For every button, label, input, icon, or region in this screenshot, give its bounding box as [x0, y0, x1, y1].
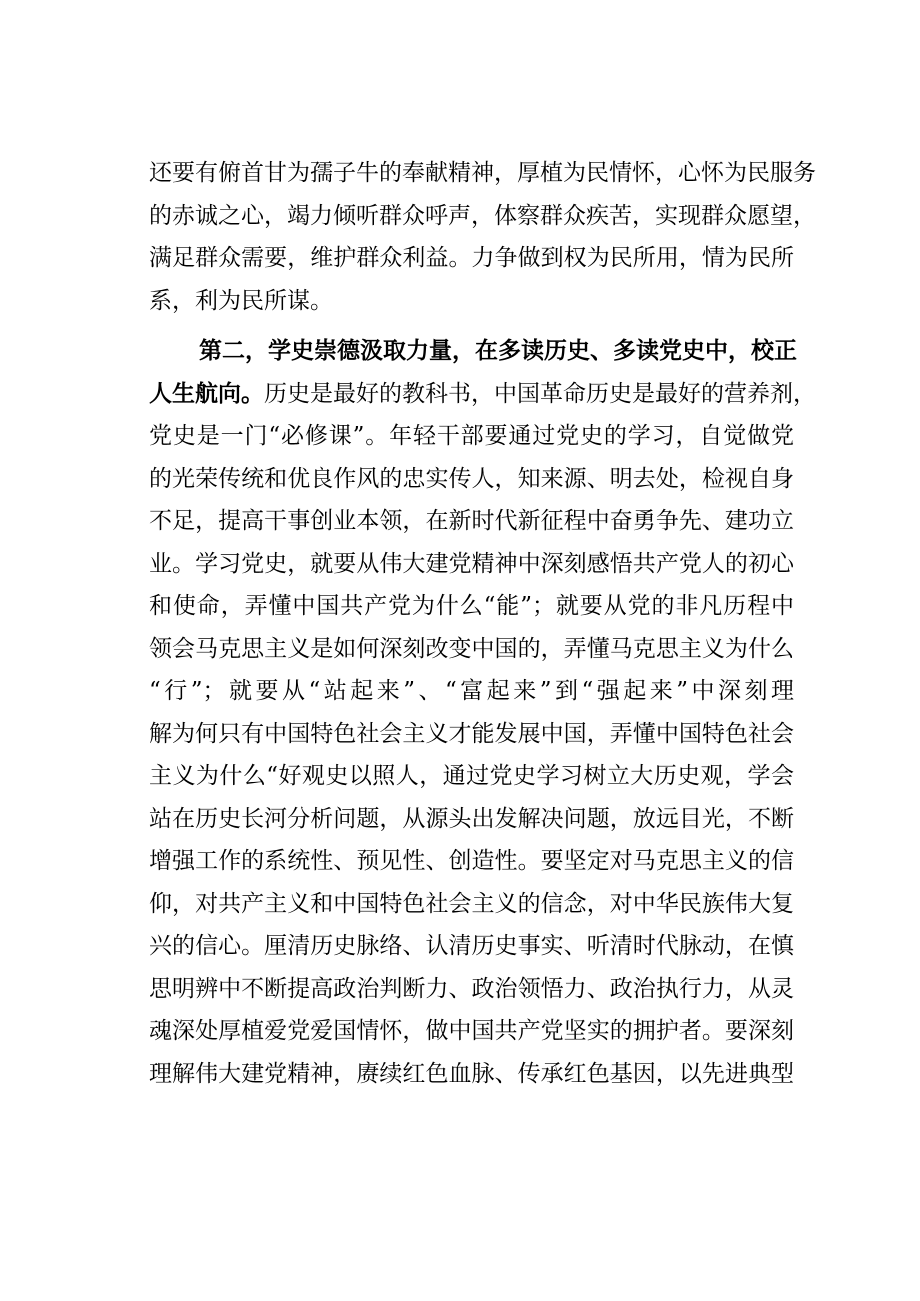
section-heading-line: 第二，学史崇德汲取力量，在多读历史、多读党史中，校正	[199, 337, 797, 364]
text-line: 的光荣传统和优良作风的忠实传人，知来源、明去处，检视自身	[149, 465, 794, 492]
paragraph-2	[149, 330, 816, 1095]
text-line: 思明辨中不断提高政治判断力、政治领悟力、政治执行力，从灵	[149, 975, 794, 1002]
text-line: 理解伟大建党精神，赓续红色血脉、传承红色基因，以先进典型	[149, 1060, 794, 1087]
text-line: 领会马克思主义是如何深刻改变中国的，弄懂马克思主义为什么	[149, 635, 794, 662]
text-line: 站在历史长河分析问题，从源头出发解决问题，放远目光，不断	[149, 805, 794, 832]
document-body	[149, 152, 816, 1095]
text-line: 和使命，弄懂中国共产党为什么“能”；就要从党的非凡历程中	[149, 593, 794, 619]
text-line: 不足，提高干事创业本领，在新时代新征程中奋勇争先、建功立	[149, 508, 794, 534]
text-line: 解为何只有中国特色社会主义才能发展中国，弄懂中国特色社会	[149, 720, 794, 747]
text-line: 党史是一门“必修课”。年轻干部要通过党史的学习，自觉做党	[149, 423, 794, 449]
text-line: “行”；就要从“站起来”、“富起来”到“强起来”中深刻理	[149, 678, 794, 704]
text-line: 的赤诚之心，竭力倾听群众呼声，体察群众疾苦，实现群众愿望，	[149, 202, 816, 229]
text-line: 业。学习党史，就要从伟大建党精神中深刻感悟共产党人的初心	[149, 550, 794, 577]
text-line: 魂深处厚植爱党爱国情怀，做中国共产党坚实的拥护者。要深刻	[149, 1018, 794, 1044]
text-line	[149, 373, 816, 416]
text-line: 满足群众需要，维护群众利益。力争做到权为民所用，情为民所	[149, 245, 794, 271]
text-line: 增强工作的系统性、预见性、创造性。要坚定对马克思主义的信	[149, 848, 794, 874]
text-line: 仰，对共产主义和中国特色社会主义的信念，对中华民族伟大复	[149, 890, 794, 917]
section-heading-end: 人生航向。	[149, 379, 264, 407]
text-line: 主义为什么“好观史以照人，通过党史学习树立大历史观，学会	[149, 763, 794, 789]
text-line: 系，利为民所谋。	[149, 287, 333, 314]
text-line-rest: 历史是最好的教科书，中国革命历史是最好的营养剂，	[264, 380, 816, 407]
text-line: 兴的信心。厘清历史脉络、认清历史事实、听清时代脉动，在慎	[149, 933, 794, 959]
paragraph-1	[149, 152, 816, 322]
text-line: 还要有俯首甘为孺子牛的奉献精神，厚植为民情怀，心怀为民服务	[149, 160, 816, 186]
